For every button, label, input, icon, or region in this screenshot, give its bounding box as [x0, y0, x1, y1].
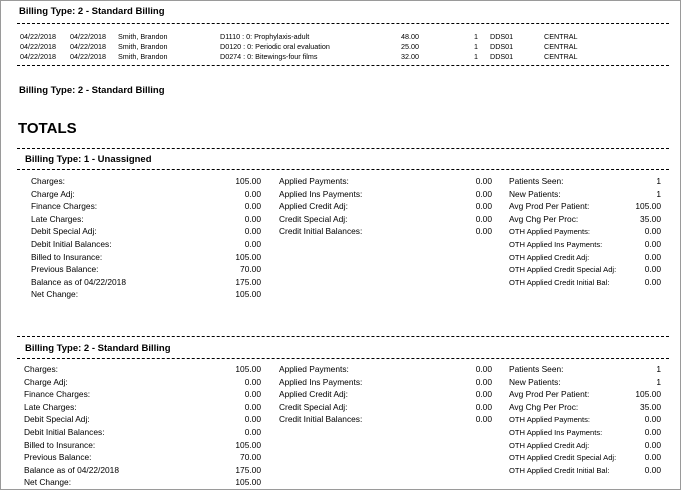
totals-title: TOTALS — [18, 120, 77, 137]
total-value: 1 — [656, 176, 661, 186]
total-label: Debit Initial Balances: — [24, 427, 105, 437]
divider — [17, 148, 669, 149]
provider: DDS01 — [490, 52, 514, 61]
total-label: Credit Initial Balances: — [279, 414, 363, 425]
total-value: 0.00 — [244, 401, 261, 412]
total-label: Applied Ins Payments: — [279, 376, 363, 387]
procedure: D1110 : 0: Prophylaxis-adult — [220, 32, 310, 41]
total-label: New Patients: — [509, 188, 561, 199]
location: CENTRAL — [544, 42, 578, 51]
total-label: OTH Applied Credit Initial Bal: — [509, 465, 610, 475]
service-date: 04/22/2018 — [20, 52, 56, 61]
total-value: 70.00 — [240, 452, 261, 463]
total-label: OTH Applied Payments: — [509, 227, 591, 237]
total-label: OTH Applied Credit Adj: — [509, 252, 590, 262]
total-value: 0.00 — [644, 251, 661, 262]
total-value: 0.00 — [244, 376, 261, 387]
total-label: Billed to Insurance: — [24, 439, 96, 450]
quantity: 1 — [474, 42, 478, 51]
total-label: Debit Initial Balances: — [31, 239, 112, 249]
total-value: 175.00 — [235, 464, 261, 475]
total-label: Previous Balance: — [31, 264, 99, 275]
total-value: 0.00 — [244, 201, 261, 212]
total-value: 105.00 — [235, 251, 261, 262]
total-label: OTH Applied Credit Initial Bal: — [509, 277, 610, 287]
total-label: Balance as of 04/22/2018 — [24, 464, 119, 475]
total-label: OTH Applied Credit Special Adj: — [509, 453, 617, 463]
total-value: 0.00 — [244, 213, 261, 224]
total-value: 0.00 — [644, 276, 661, 287]
total-label: Avg Prod Per Patient: — [509, 201, 590, 212]
service-date: 04/22/2018 — [20, 32, 56, 41]
total-value: 0.00 — [244, 389, 261, 400]
total-value: 105.00 — [235, 176, 261, 186]
total-value: 0.00 — [475, 401, 492, 412]
total-label: Charge Adj: — [31, 188, 75, 199]
total-label: Applied Payments: — [279, 176, 349, 186]
total-value: 0.00 — [475, 176, 492, 186]
total-label: Billed to Insurance: — [31, 251, 103, 262]
total-value: 0.00 — [644, 264, 661, 275]
total-value: 0.00 — [475, 376, 492, 387]
total-label: Credit Special Adj: — [279, 213, 348, 224]
divider — [17, 358, 669, 359]
entry-date: 04/22/2018 — [70, 52, 106, 61]
total-label: Late Charges: — [24, 401, 77, 412]
total-value: 1 — [656, 376, 661, 387]
total-label: OTH Applied Payments: — [509, 415, 591, 425]
divider — [17, 169, 669, 170]
total-value: 105.00 — [635, 389, 661, 400]
total-label: OTH Applied Credit Adj: — [509, 440, 590, 450]
divider — [17, 23, 669, 24]
total-value: 0.00 — [475, 414, 492, 425]
total-value: 105.00 — [235, 289, 261, 300]
patient-name: Smith, Brandon — [118, 42, 168, 51]
total-value: 105.00 — [235, 364, 261, 374]
total-value: 105.00 — [235, 439, 261, 450]
procedure: D0274 : 0: Bitewings-four films — [220, 52, 318, 61]
total-value: 0.00 — [475, 213, 492, 224]
location: CENTRAL — [544, 52, 578, 61]
total-value: 0.00 — [244, 414, 261, 425]
total-label: Applied Credit Adj: — [279, 201, 348, 212]
total-value: 0.00 — [644, 452, 661, 463]
total-value: 0.00 — [644, 427, 661, 437]
entry-date: 04/22/2018 — [70, 42, 106, 51]
service-date: 04/22/2018 — [20, 42, 56, 51]
amount: 32.00 — [401, 52, 419, 61]
quantity: 1 — [474, 52, 478, 61]
total-label: Patients Seen: — [509, 176, 564, 186]
total-label: Net Change: — [24, 477, 72, 488]
provider: DDS01 — [490, 32, 514, 41]
total-label: Finance Charges: — [24, 389, 91, 400]
group-title: Billing Type: 1 - Unassigned — [25, 154, 152, 165]
footer-billing-type: Billing Type: 2 - Standard Billing — [19, 85, 165, 96]
total-value: 0.00 — [644, 239, 661, 249]
total-label: Net Change: — [31, 289, 79, 300]
total-value: 70.00 — [240, 264, 261, 275]
total-label: Credit Special Adj: — [279, 401, 348, 412]
divider — [17, 65, 669, 66]
total-label: Late Charges: — [31, 213, 84, 224]
total-value: 0.00 — [475, 201, 492, 212]
detail-billing-type-header: Billing Type: 2 - Standard Billing — [19, 6, 165, 17]
total-value: 0.00 — [244, 188, 261, 199]
total-value: 0.00 — [244, 226, 261, 237]
total-label: Debit Special Adj: — [24, 414, 90, 425]
total-label: Credit Initial Balances: — [279, 226, 363, 237]
total-label: Finance Charges: — [31, 201, 98, 212]
total-value: 0.00 — [644, 414, 661, 425]
total-label: Charges: — [24, 364, 58, 374]
total-value: 0.00 — [244, 427, 261, 437]
divider — [17, 336, 669, 337]
total-label: Avg Chg Per Proc: — [509, 213, 579, 224]
total-label: New Patients: — [509, 376, 561, 387]
total-label: Previous Balance: — [24, 452, 92, 463]
quantity: 1 — [474, 32, 478, 41]
total-value: 1 — [656, 188, 661, 199]
total-value: 105.00 — [635, 201, 661, 212]
total-value: 35.00 — [640, 401, 661, 412]
total-value: 35.00 — [640, 213, 661, 224]
total-label: Balance as of 04/22/2018 — [31, 276, 126, 287]
total-label: Charge Adj: — [24, 376, 68, 387]
total-value: 0.00 — [244, 239, 261, 249]
procedure: D0120 : 0: Periodic oral evaluation — [220, 42, 330, 51]
total-label: OTH Applied Ins Payments: — [509, 240, 603, 249]
total-value: 0.00 — [644, 464, 661, 475]
total-value: 0.00 — [475, 188, 492, 199]
patient-name: Smith, Brandon — [118, 32, 168, 41]
amount: 25.00 — [401, 42, 419, 51]
total-value: 175.00 — [235, 276, 261, 287]
total-value: 105.00 — [235, 477, 261, 488]
total-value: 0.00 — [475, 389, 492, 400]
provider: DDS01 — [490, 42, 514, 51]
total-label: OTH Applied Ins Payments: — [509, 428, 603, 437]
total-label: Patients Seen: — [509, 364, 564, 374]
total-value: 0.00 — [475, 364, 492, 374]
total-label: OTH Applied Credit Special Adj: — [509, 265, 617, 275]
total-label: Applied Payments: — [279, 364, 349, 374]
total-value: 0.00 — [475, 226, 492, 237]
total-label: Avg Chg Per Proc: — [509, 401, 579, 412]
total-value: 0.00 — [644, 439, 661, 450]
total-label: Applied Ins Payments: — [279, 188, 363, 199]
total-value: 0.00 — [644, 226, 661, 237]
amount: 48.00 — [401, 32, 419, 41]
total-value: 1 — [656, 364, 661, 374]
group-title: Billing Type: 2 - Standard Billing — [25, 343, 171, 354]
total-label: Charges: — [31, 176, 65, 186]
location: CENTRAL — [544, 32, 578, 41]
total-label: Debit Special Adj: — [31, 226, 97, 237]
total-label: Avg Prod Per Patient: — [509, 389, 590, 400]
entry-date: 04/22/2018 — [70, 32, 106, 41]
patient-name: Smith, Brandon — [118, 52, 168, 61]
total-label: Applied Credit Adj: — [279, 389, 348, 400]
